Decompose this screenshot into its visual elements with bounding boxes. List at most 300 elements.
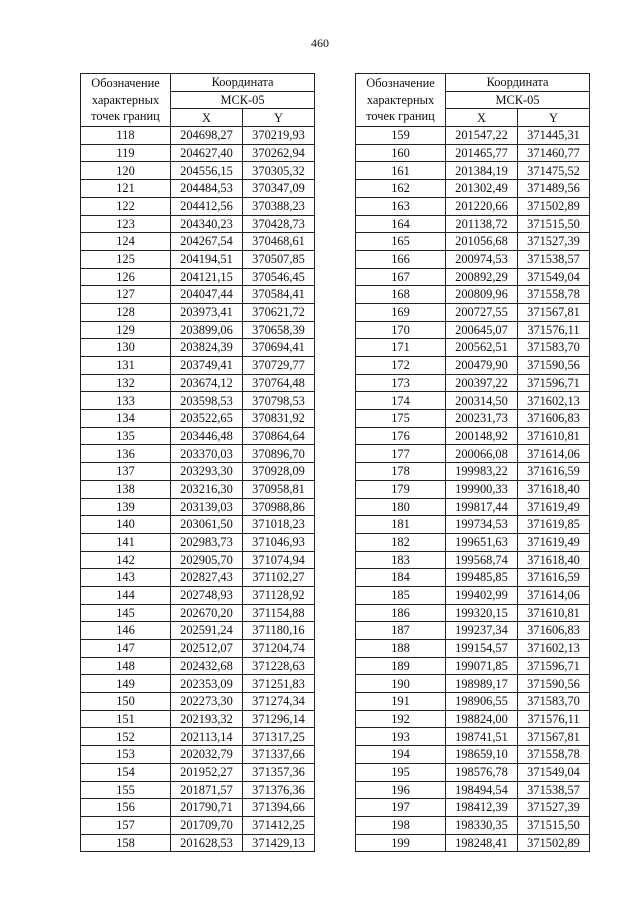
y-coordinate-cell: 371515,50	[518, 816, 590, 834]
point-number-cell: 195	[356, 763, 446, 781]
y-coordinate-cell: 371180,16	[243, 622, 315, 640]
table-row	[81, 693, 315, 711]
point-number-cell: 123	[81, 215, 171, 233]
point-number-cell: 170	[356, 321, 446, 339]
point-number-cell: 151	[81, 710, 171, 728]
point-number-cell: 143	[81, 569, 171, 587]
point-number-cell: 171	[356, 339, 446, 357]
y-coordinate-cell: 371616,59	[518, 569, 590, 587]
x-coordinate-cell: 202591,24	[171, 622, 243, 640]
y-coordinate-cell: 371429,13	[243, 834, 315, 852]
y-column-header: Y	[243, 109, 315, 127]
point-number-cell: 152	[81, 728, 171, 746]
x-coordinate-cell: 201628,53	[171, 834, 243, 852]
table-row	[81, 215, 315, 233]
y-coordinate-cell: 371590,56	[518, 357, 590, 375]
x-coordinate-cell: 202353,09	[171, 675, 243, 693]
x-coordinate-cell: 198824,00	[446, 710, 518, 728]
point-number-cell: 161	[356, 162, 446, 180]
table-row	[81, 763, 315, 781]
y-coordinate-cell: 371460,77	[518, 144, 590, 162]
point-number-cell: 122	[81, 197, 171, 215]
x-coordinate-cell: 200809,96	[446, 286, 518, 304]
y-coordinate-cell: 370507,85	[243, 250, 315, 268]
table-row	[81, 498, 315, 516]
table-row	[81, 127, 315, 145]
x-coordinate-cell: 198659,10	[446, 746, 518, 764]
table-row	[81, 445, 315, 463]
x-coordinate-cell: 202113,14	[171, 728, 243, 746]
x-coordinate-cell: 199485,85	[446, 569, 518, 587]
x-coordinate-cell: 200892,29	[446, 268, 518, 286]
y-coordinate-cell: 371527,39	[518, 233, 590, 251]
point-number-cell: 175	[356, 410, 446, 428]
table-row	[81, 392, 315, 410]
y-coordinate-cell: 371606,83	[518, 410, 590, 428]
table-row	[356, 339, 590, 357]
x-coordinate-cell: 204267,54	[171, 233, 243, 251]
table-row	[356, 268, 590, 286]
y-coordinate-cell: 371251,83	[243, 675, 315, 693]
point-number-cell: 150	[81, 693, 171, 711]
point-number-cell: 149	[81, 675, 171, 693]
table-row	[356, 834, 590, 852]
table-row	[81, 427, 315, 445]
point-label-header-line1: Обозначение	[366, 75, 435, 90]
point-number-cell: 165	[356, 233, 446, 251]
point-number-cell: 173	[356, 374, 446, 392]
x-coordinate-cell: 199402,99	[446, 586, 518, 604]
point-number-cell: 169	[356, 303, 446, 321]
point-number-cell: 181	[356, 516, 446, 534]
table-row	[81, 816, 315, 834]
x-coordinate-cell: 198412,39	[446, 799, 518, 817]
y-coordinate-cell: 370468,61	[243, 233, 315, 251]
y-coordinate-cell: 371618,40	[518, 480, 590, 498]
table-row	[356, 533, 590, 551]
y-coordinate-cell: 371596,71	[518, 657, 590, 675]
y-coordinate-cell: 370988,86	[243, 498, 315, 516]
point-number-cell: 153	[81, 746, 171, 764]
y-coordinate-cell: 371610,81	[518, 604, 590, 622]
table-row	[356, 516, 590, 534]
x-column-header: X	[446, 109, 518, 127]
table-row	[81, 321, 315, 339]
x-coordinate-cell: 203522,65	[171, 410, 243, 428]
point-number-cell: 140	[81, 516, 171, 534]
point-number-cell: 144	[81, 586, 171, 604]
point-label-header	[356, 74, 446, 127]
table-row	[356, 622, 590, 640]
point-number-cell: 185	[356, 586, 446, 604]
point-number-cell: 159	[356, 127, 446, 145]
table-row	[81, 162, 315, 180]
point-number-cell: 197	[356, 799, 446, 817]
x-coordinate-cell: 201952,27	[171, 763, 243, 781]
table-row	[356, 197, 590, 215]
point-number-cell: 128	[81, 303, 171, 321]
y-coordinate-cell: 370764,48	[243, 374, 315, 392]
point-number-cell: 163	[356, 197, 446, 215]
x-coordinate-cell: 204412,56	[171, 197, 243, 215]
x-coordinate-cell: 201871,57	[171, 781, 243, 799]
x-coordinate-cell: 199983,22	[446, 463, 518, 481]
y-coordinate-cell: 370896,70	[243, 445, 315, 463]
x-coordinate-cell: 203824,39	[171, 339, 243, 357]
coordinate-header-line1: Координата	[171, 74, 315, 92]
table-row	[356, 816, 590, 834]
point-number-cell: 158	[81, 834, 171, 852]
y-coordinate-cell: 370428,73	[243, 215, 315, 233]
point-number-cell: 145	[81, 604, 171, 622]
coordinate-header-line2: МСК-05	[446, 91, 590, 109]
x-coordinate-cell: 203139,03	[171, 498, 243, 516]
point-number-cell: 131	[81, 357, 171, 375]
y-coordinate-cell: 371274,34	[243, 693, 315, 711]
x-coordinate-cell: 202905,70	[171, 551, 243, 569]
point-number-cell: 133	[81, 392, 171, 410]
point-number-cell: 179	[356, 480, 446, 498]
x-coordinate-cell: 203061,50	[171, 516, 243, 534]
table-row	[356, 180, 590, 198]
point-number-cell: 193	[356, 728, 446, 746]
y-coordinate-cell: 371619,85	[518, 516, 590, 534]
table-row	[81, 268, 315, 286]
y-coordinate-cell: 371412,25	[243, 816, 315, 834]
point-number-cell: 127	[81, 286, 171, 304]
table-row	[81, 675, 315, 693]
point-label-header-line3: точек границ	[366, 109, 435, 124]
table-row	[356, 233, 590, 251]
x-coordinate-cell: 203899,06	[171, 321, 243, 339]
point-label-header	[81, 74, 171, 127]
x-coordinate-cell: 201790,71	[171, 799, 243, 817]
table-row	[356, 215, 590, 233]
y-coordinate-cell: 371102,27	[243, 569, 315, 587]
y-coordinate-cell: 371602,13	[518, 640, 590, 658]
point-number-cell: 189	[356, 657, 446, 675]
y-coordinate-cell: 371475,52	[518, 162, 590, 180]
table-row	[356, 127, 590, 145]
point-number-cell: 124	[81, 233, 171, 251]
point-number-cell: 186	[356, 604, 446, 622]
x-coordinate-cell: 199320,15	[446, 604, 518, 622]
y-coordinate-cell: 371618,40	[518, 551, 590, 569]
table-row	[81, 728, 315, 746]
table-row	[81, 586, 315, 604]
point-number-cell: 174	[356, 392, 446, 410]
x-coordinate-cell: 202193,32	[171, 710, 243, 728]
point-number-cell: 146	[81, 622, 171, 640]
x-coordinate-cell: 203293,30	[171, 463, 243, 481]
table-row	[356, 746, 590, 764]
point-number-cell: 130	[81, 339, 171, 357]
y-coordinate-cell: 371583,70	[518, 339, 590, 357]
table-row	[81, 551, 315, 569]
point-number-cell: 191	[356, 693, 446, 711]
x-coordinate-cell: 200974,53	[446, 250, 518, 268]
x-coordinate-cell: 201138,72	[446, 215, 518, 233]
x-coordinate-cell: 201465,77	[446, 144, 518, 162]
y-coordinate-cell: 370798,53	[243, 392, 315, 410]
table-row	[81, 286, 315, 304]
y-coordinate-cell: 371538,57	[518, 250, 590, 268]
x-coordinate-cell: 200562,51	[446, 339, 518, 357]
table-row	[81, 339, 315, 357]
x-coordinate-cell: 201056,68	[446, 233, 518, 251]
y-coordinate-cell: 371590,56	[518, 675, 590, 693]
y-coordinate-cell: 371296,14	[243, 710, 315, 728]
point-number-cell: 194	[356, 746, 446, 764]
x-coordinate-cell: 203446,48	[171, 427, 243, 445]
table-row	[81, 746, 315, 764]
table-row	[356, 250, 590, 268]
x-coordinate-cell: 204121,15	[171, 268, 243, 286]
table-row	[356, 604, 590, 622]
point-number-cell: 172	[356, 357, 446, 375]
table-row	[81, 410, 315, 428]
y-coordinate-cell: 370219,93	[243, 127, 315, 145]
point-number-cell: 196	[356, 781, 446, 799]
table-row	[356, 498, 590, 516]
x-coordinate-cell: 204484,53	[171, 180, 243, 198]
coordinates-table-left	[80, 73, 315, 852]
y-coordinate-cell: 370864,64	[243, 427, 315, 445]
y-coordinate-cell: 371567,81	[518, 303, 590, 321]
point-number-cell: 155	[81, 781, 171, 799]
table-row	[356, 781, 590, 799]
y-coordinate-cell: 371576,11	[518, 710, 590, 728]
x-coordinate-cell: 199734,53	[446, 516, 518, 534]
y-coordinate-cell: 371619,49	[518, 498, 590, 516]
table-row	[81, 250, 315, 268]
table-row	[81, 569, 315, 587]
point-number-cell: 135	[81, 427, 171, 445]
y-coordinate-cell: 371619,49	[518, 533, 590, 551]
table-row	[356, 445, 590, 463]
y-coordinate-cell: 370584,41	[243, 286, 315, 304]
x-coordinate-cell: 203598,53	[171, 392, 243, 410]
y-coordinate-cell: 371502,89	[518, 834, 590, 852]
table-row	[356, 640, 590, 658]
y-coordinate-cell: 371549,04	[518, 763, 590, 781]
y-coordinate-cell: 371606,83	[518, 622, 590, 640]
x-coordinate-cell: 198330,35	[446, 816, 518, 834]
y-coordinate-cell: 371576,11	[518, 321, 590, 339]
x-coordinate-cell: 200314,50	[446, 392, 518, 410]
y-coordinate-cell: 371046,93	[243, 533, 315, 551]
y-coordinate-cell: 370262,94	[243, 144, 315, 162]
table-row	[356, 321, 590, 339]
x-coordinate-cell: 204194,51	[171, 250, 243, 268]
point-number-cell: 134	[81, 410, 171, 428]
point-number-cell: 119	[81, 144, 171, 162]
table-row	[81, 463, 315, 481]
x-coordinate-cell: 199817,44	[446, 498, 518, 516]
y-coordinate-cell: 371445,31	[518, 127, 590, 145]
point-number-cell: 176	[356, 427, 446, 445]
point-number-cell: 162	[356, 180, 446, 198]
point-number-cell: 178	[356, 463, 446, 481]
x-coordinate-cell: 200231,73	[446, 410, 518, 428]
x-coordinate-cell: 200727,55	[446, 303, 518, 321]
table-row	[356, 569, 590, 587]
point-label-header-line2: характерных	[366, 92, 435, 107]
x-coordinate-cell: 201384,19	[446, 162, 518, 180]
table-row	[356, 675, 590, 693]
point-label-header-line2: характерных	[91, 92, 160, 107]
y-column-header: Y	[518, 109, 590, 127]
table-row	[81, 233, 315, 251]
point-number-cell: 120	[81, 162, 171, 180]
x-column-header: X	[171, 109, 243, 127]
y-coordinate-cell: 371515,50	[518, 215, 590, 233]
point-number-cell: 183	[356, 551, 446, 569]
y-coordinate-cell: 370546,45	[243, 268, 315, 286]
x-coordinate-cell: 203370,03	[171, 445, 243, 463]
x-coordinate-cell: 200645,07	[446, 321, 518, 339]
x-coordinate-cell: 204340,23	[171, 215, 243, 233]
table-row	[81, 604, 315, 622]
y-coordinate-cell: 370694,41	[243, 339, 315, 357]
point-number-cell: 136	[81, 445, 171, 463]
point-label-header-line1: Обозначение	[91, 75, 160, 90]
y-coordinate-cell: 371204,74	[243, 640, 315, 658]
y-coordinate-cell: 371596,71	[518, 374, 590, 392]
point-number-cell: 121	[81, 180, 171, 198]
point-number-cell: 156	[81, 799, 171, 817]
point-number-cell: 137	[81, 463, 171, 481]
x-coordinate-cell: 199568,74	[446, 551, 518, 569]
table-row	[81, 657, 315, 675]
y-coordinate-cell: 371614,06	[518, 586, 590, 604]
x-coordinate-cell: 203216,30	[171, 480, 243, 498]
y-coordinate-cell: 371614,06	[518, 445, 590, 463]
x-coordinate-cell: 203973,41	[171, 303, 243, 321]
x-coordinate-cell: 200148,92	[446, 427, 518, 445]
table-row	[81, 799, 315, 817]
point-number-cell: 167	[356, 268, 446, 286]
x-coordinate-cell: 202827,43	[171, 569, 243, 587]
table-row	[356, 763, 590, 781]
x-coordinate-cell: 202512,07	[171, 640, 243, 658]
y-coordinate-cell: 371567,81	[518, 728, 590, 746]
y-coordinate-cell: 371549,04	[518, 268, 590, 286]
table-row	[81, 781, 315, 799]
table-row	[81, 710, 315, 728]
x-coordinate-cell: 201709,70	[171, 816, 243, 834]
y-coordinate-cell: 371489,56	[518, 180, 590, 198]
x-coordinate-cell: 200397,22	[446, 374, 518, 392]
x-coordinate-cell: 202273,30	[171, 693, 243, 711]
point-number-cell: 139	[81, 498, 171, 516]
table-row	[81, 374, 315, 392]
point-number-cell: 168	[356, 286, 446, 304]
table-row	[356, 799, 590, 817]
table-row	[356, 286, 590, 304]
table-row	[356, 551, 590, 569]
point-number-cell: 141	[81, 533, 171, 551]
table-row	[356, 728, 590, 746]
point-number-cell: 182	[356, 533, 446, 551]
y-coordinate-cell: 371538,57	[518, 781, 590, 799]
table-row	[356, 162, 590, 180]
x-coordinate-cell: 198494,54	[446, 781, 518, 799]
y-coordinate-cell: 370347,09	[243, 180, 315, 198]
y-coordinate-cell: 371602,13	[518, 392, 590, 410]
y-coordinate-cell: 370388,23	[243, 197, 315, 215]
x-coordinate-cell: 202748,93	[171, 586, 243, 604]
point-number-cell: 142	[81, 551, 171, 569]
point-number-cell: 187	[356, 622, 446, 640]
y-coordinate-cell: 371074,94	[243, 551, 315, 569]
table-row	[81, 144, 315, 162]
y-coordinate-cell: 371018,23	[243, 516, 315, 534]
x-coordinate-cell: 199071,85	[446, 657, 518, 675]
x-coordinate-cell: 198576,78	[446, 763, 518, 781]
x-coordinate-cell: 203749,41	[171, 357, 243, 375]
point-number-cell: 125	[81, 250, 171, 268]
table-row	[356, 657, 590, 675]
y-coordinate-cell: 371128,92	[243, 586, 315, 604]
y-coordinate-cell: 371376,36	[243, 781, 315, 799]
y-coordinate-cell: 370958,81	[243, 480, 315, 498]
point-number-cell: 192	[356, 710, 446, 728]
table-row	[356, 392, 590, 410]
x-coordinate-cell: 198741,51	[446, 728, 518, 746]
coordinate-header-line1: Координата	[446, 74, 590, 92]
point-number-cell: 147	[81, 640, 171, 658]
coordinates-table-right	[355, 73, 590, 852]
point-number-cell: 177	[356, 445, 446, 463]
point-number-cell: 118	[81, 127, 171, 145]
point-number-cell: 198	[356, 816, 446, 834]
table-row	[81, 533, 315, 551]
table-row	[81, 516, 315, 534]
table-row	[356, 586, 590, 604]
table-row	[356, 427, 590, 445]
table-row	[81, 357, 315, 375]
table-row	[81, 622, 315, 640]
x-coordinate-cell: 204556,15	[171, 162, 243, 180]
y-coordinate-cell: 370729,77	[243, 357, 315, 375]
table-row	[356, 410, 590, 428]
y-coordinate-cell: 371337,66	[243, 746, 315, 764]
y-coordinate-cell: 370658,39	[243, 321, 315, 339]
y-coordinate-cell: 371558,78	[518, 746, 590, 764]
x-coordinate-cell: 198248,41	[446, 834, 518, 852]
x-coordinate-cell: 200479,90	[446, 357, 518, 375]
point-number-cell: 164	[356, 215, 446, 233]
table-row	[81, 834, 315, 852]
x-coordinate-cell: 203674,12	[171, 374, 243, 392]
y-coordinate-cell: 371394,66	[243, 799, 315, 817]
point-number-cell: 166	[356, 250, 446, 268]
y-coordinate-cell: 370928,09	[243, 463, 315, 481]
point-number-cell: 129	[81, 321, 171, 339]
table-row	[81, 640, 315, 658]
x-coordinate-cell: 201547,22	[446, 127, 518, 145]
table-row	[81, 197, 315, 215]
x-coordinate-cell: 199900,33	[446, 480, 518, 498]
table-row	[81, 303, 315, 321]
table-row	[356, 463, 590, 481]
point-number-cell: 199	[356, 834, 446, 852]
y-coordinate-cell: 370621,72	[243, 303, 315, 321]
point-number-cell: 188	[356, 640, 446, 658]
x-coordinate-cell: 201302,49	[446, 180, 518, 198]
y-coordinate-cell: 371357,36	[243, 763, 315, 781]
